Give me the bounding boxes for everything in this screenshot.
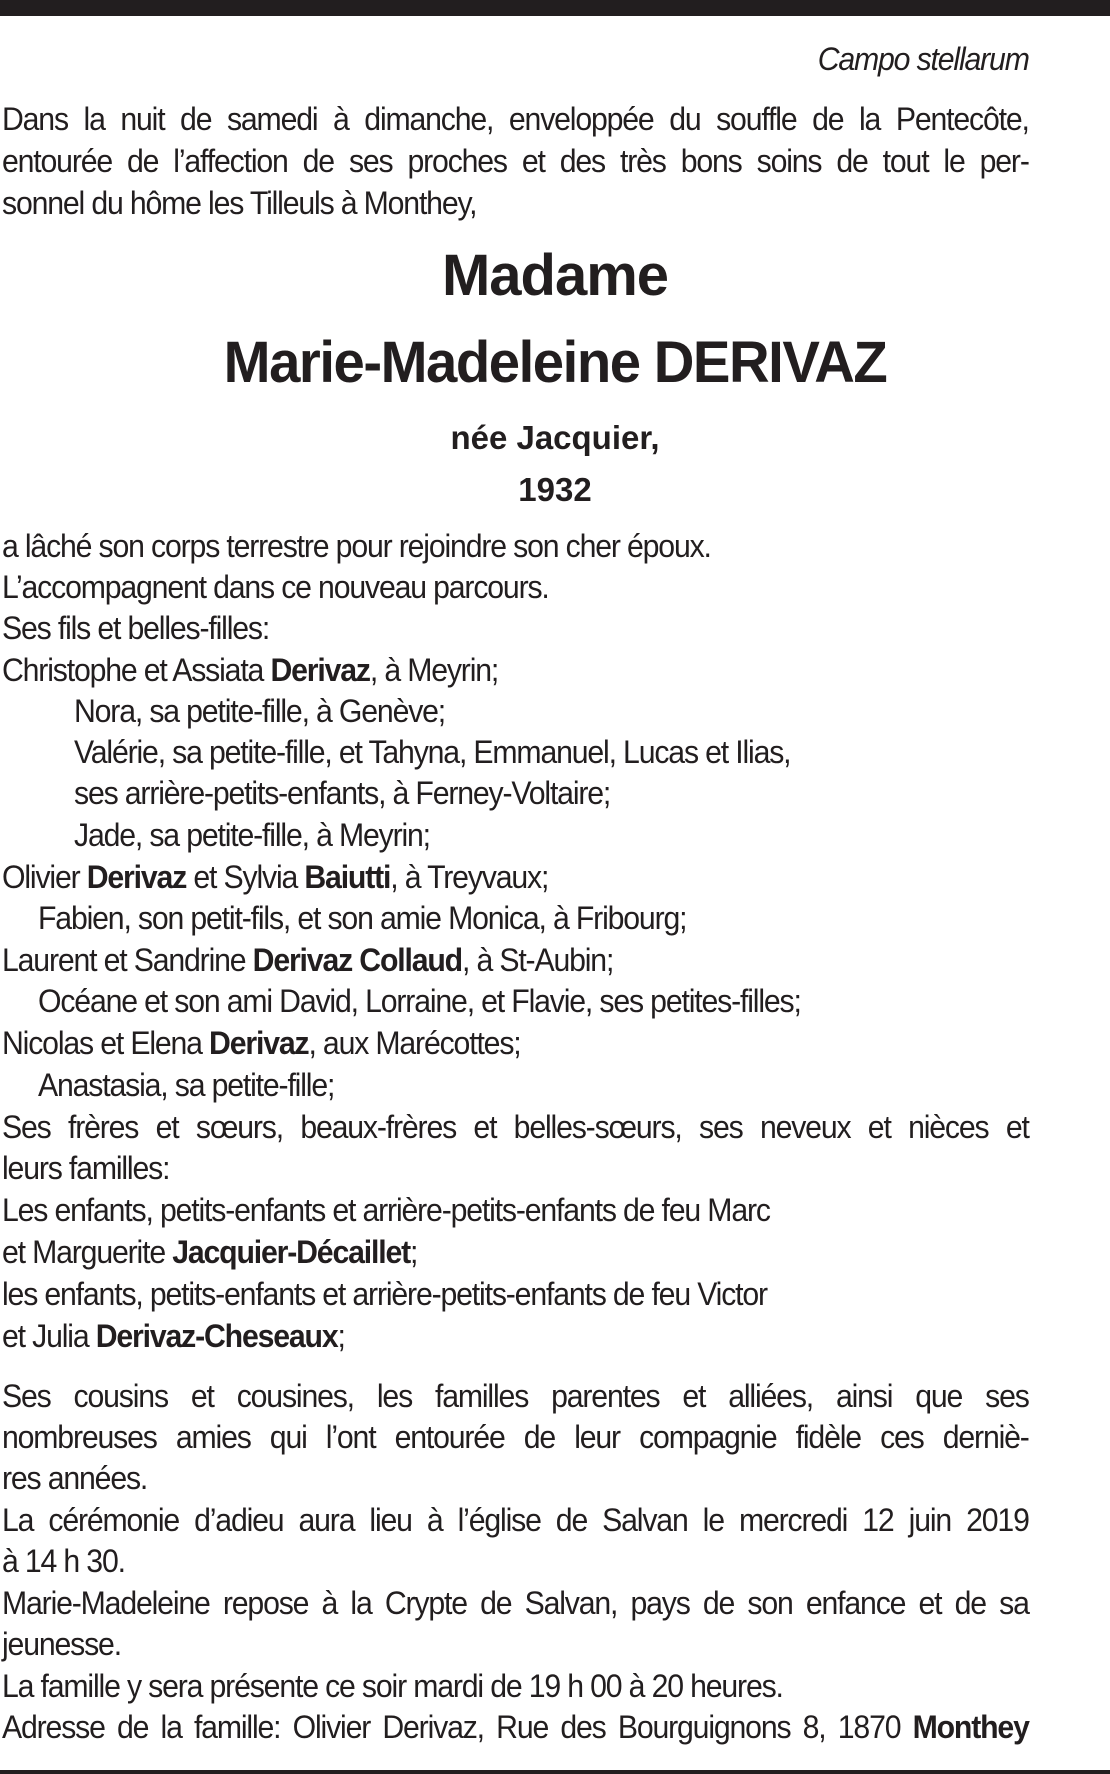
family-line-15	[2, 1231, 1029, 1273]
closing-line-4: La cérémonie d’adieu aura lieu à l’église de Salvan le mercredi 12 juin 2019	[2, 1502, 1029, 1538]
intro-line-3: sonnel du hôme les Tilleuls à Monthey,	[2, 185, 477, 221]
family-line-1	[2, 649, 1029, 691]
text: Christophe et Assiata	[2, 652, 271, 688]
body-line-3: Ses fils et belles-filles:	[2, 610, 270, 646]
family-line-3: Valérie, sa petite-fille, et Tahyna, Emmanuel, Lucas et Ilias,	[74, 734, 791, 770]
family-line-10	[2, 1022, 1029, 1064]
intro-line-2: entourée de l’affection de ses proches et des très bons soins de tout le per-	[2, 143, 1029, 179]
surname: Derivaz Collaud	[252, 942, 462, 978]
birth-year: 1932	[518, 471, 592, 508]
family-line-16: les enfants, petits-enfants et arrière-petits-enfants de feu Victor	[2, 1276, 767, 1312]
family-line-8	[2, 939, 1029, 981]
surname: Derivaz-Cheseaux	[95, 1318, 338, 1354]
maiden-name: née Jacquier,	[450, 419, 660, 456]
text: , à Treyvaux;	[390, 859, 549, 895]
text: et Julia	[2, 1318, 96, 1354]
closing-line-7: jeunesse.	[2, 1626, 121, 1662]
epigraph: Campo stellarum	[817, 41, 1029, 77]
closing-line-5: à 14 h 30.	[2, 1543, 125, 1579]
family-line-17	[2, 1315, 1029, 1357]
family-address	[2, 1706, 1029, 1748]
deceased-title: Madame	[441, 243, 669, 308]
text: , à Meyrin;	[369, 652, 499, 688]
family-line-13: leurs familles:	[2, 1150, 170, 1186]
text: ;	[337, 1318, 345, 1354]
body-line-2: L’accompagnent dans ce nouveau parcours.	[2, 569, 549, 605]
text: Olivier	[2, 859, 87, 895]
family-line-7: Fabien, son petit-fils, et son amie Monica, à Fribourg;	[38, 900, 687, 936]
text: et Marguerite	[2, 1234, 173, 1270]
text: Nicolas et Elena	[2, 1025, 210, 1061]
family-line-5: Jade, sa petite-fille, à Meyrin;	[74, 817, 430, 853]
surname: Jacquier-Décaillet	[172, 1234, 410, 1270]
text: et Sylvia	[186, 859, 305, 895]
closing-line-6: Marie-Madeleine repose à la Crypte de Salvan, pays de son enfance et de sa	[2, 1585, 1029, 1621]
text: , à St-Aubin;	[461, 942, 614, 978]
family-line-2: Nora, sa petite-fille, à Genève;	[74, 693, 446, 729]
closing-line-1: Ses cousins et cousines, les familles parentes et alliées, ainsi que ses	[2, 1378, 1029, 1414]
family-line-11: Anastasia, sa petite-fille;	[38, 1067, 335, 1103]
surname: Derivaz	[86, 859, 187, 895]
family-line-14: Les enfants, petits-enfants et arrière-petits-enfants de feu Marc	[2, 1192, 770, 1228]
family-line-12: Ses frères et sœurs, beaux-frères et belles-sœurs, ses neveux et nièces et	[2, 1109, 1029, 1145]
family-line-6	[2, 856, 1029, 898]
surname: Derivaz	[209, 1025, 309, 1061]
closing-line-2: nombreuses amies qui l’ont entourée de leur compagnie fidèle ces derniè-	[2, 1419, 1029, 1455]
text: Adresse de la famille: Olivier Derivaz, Rue des Bourguignons 8, 1870	[2, 1709, 913, 1745]
body-line-1: a lâché son corps terrestre pour rejoindre son cher époux.	[2, 528, 711, 564]
family-line-9: Océane et son ami David, Lorraine, et Flavie, ses petites-filles;	[38, 983, 801, 1019]
text: ;	[409, 1234, 418, 1270]
surname: Baiutti	[304, 859, 391, 895]
text: Laurent et Sandrine	[2, 942, 253, 978]
bottom-rule	[0, 1770, 1110, 1774]
closing-line-3: res années.	[2, 1460, 148, 1496]
surname: Derivaz	[270, 652, 370, 688]
text: , aux Marécottes;	[308, 1025, 521, 1061]
family-line-4: ses arrière-petits-enfants, à Ferney-Voltaire;	[74, 775, 611, 811]
city: Monthey	[912, 1709, 1029, 1745]
closing-line-8: La famille y sera présente ce soir mardi de 19 h 00 à 20 heures.	[2, 1668, 783, 1704]
intro-line-1: Dans la nuit de samedi à dimanche, enveloppée du souffle de la Pentecôte,	[2, 101, 1029, 137]
deceased-name: Marie-Madeleine DERIVAZ	[223, 330, 887, 395]
